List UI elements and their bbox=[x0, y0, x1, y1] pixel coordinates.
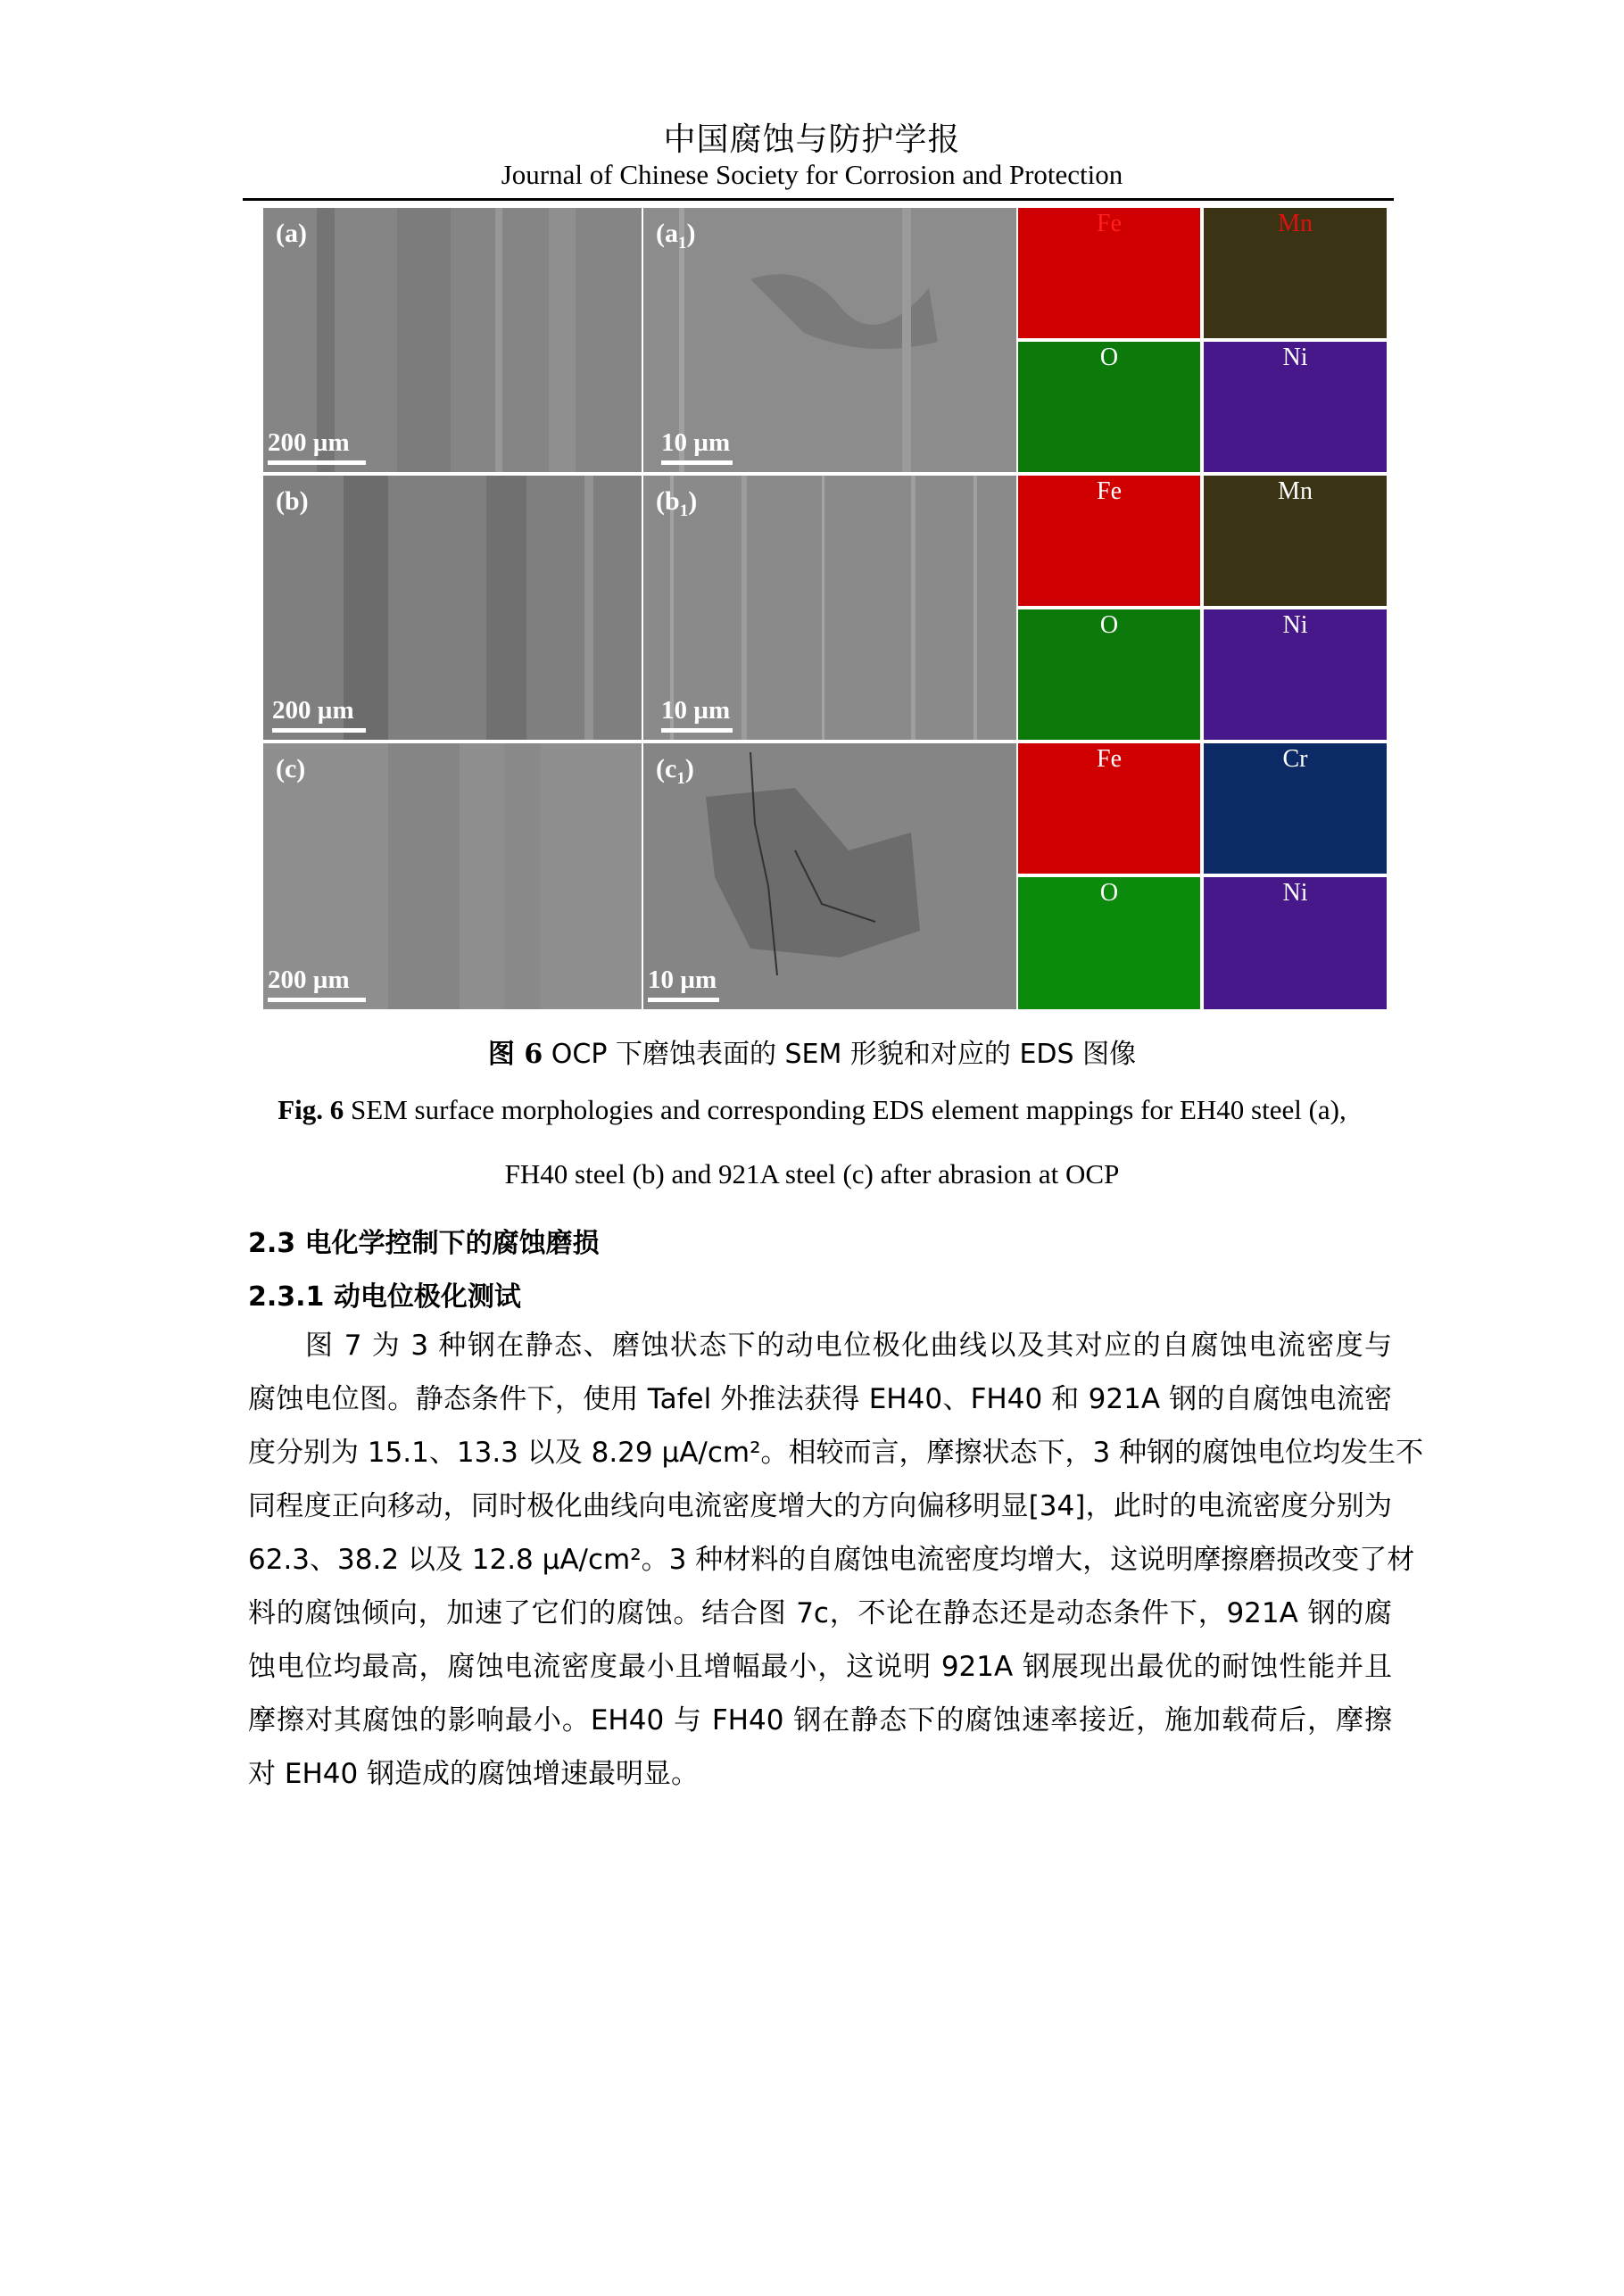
paragraph-line: 腐蚀电位图。静态条件下，使用 Tafel 外推法获得 EH40、FH40 和 921A 钢的自腐蚀电流密 bbox=[248, 1383, 1392, 1415]
sem-panel-a bbox=[263, 208, 642, 472]
panel-label-b: (b) bbox=[276, 486, 309, 516]
scale-bar-b: 200 µm bbox=[272, 696, 366, 733]
paragraph-line: 蚀电位均最高，腐蚀电流密度最小且增幅最小，这说明 921A 钢展现出最优的耐蚀性能并且 bbox=[248, 1651, 1392, 1683]
panel-label-a1: $(a_1)$ bbox=[656, 219, 696, 253]
paragraph-line: 62.3、38.2 以及 12.8 µA/cm²。3 种材料的自腐蚀电流密度均增大，这说明摩擦磨损改变了材 bbox=[248, 1544, 1415, 1576]
journal-title-cn: 中国腐蚀与防护学报 bbox=[663, 121, 961, 158]
eds-fe-b: Fe bbox=[1018, 476, 1200, 606]
eds-o-b: O bbox=[1018, 609, 1200, 740]
panel-label-c1: $(c_1)$ bbox=[656, 754, 694, 788]
eds-fe-c: Fe bbox=[1018, 743, 1200, 874]
figure-6 bbox=[263, 208, 1387, 1009]
paragraph-line: 图 7 为 3 种钢在静态、磨蚀状态下的动电位极化曲线以及其对应的自腐蚀电流密度与 bbox=[305, 1330, 1392, 1362]
paragraph-line: 摩擦对其腐蚀的影响最小。EH40 与 FH40 钢在静态下的腐蚀速率接近，施加载荷后，摩擦 bbox=[248, 1704, 1392, 1737]
paragraph-line: 对 EH40 钢造成的腐蚀增速最明显。 bbox=[248, 1758, 700, 1790]
paragraph-line: 同程度正向移动，同时极化曲线向电流密度增大的方向偏移明显[34]，此时的电流密度分别为 bbox=[248, 1490, 1392, 1522]
sem-panel-c1 bbox=[643, 743, 1016, 1009]
subsection-heading: 2.3.1 动电位极化测试 bbox=[248, 1281, 521, 1313]
sem-panel-b bbox=[263, 476, 642, 740]
figure-caption-cn: 图 6 OCP 下磨蚀表面的 SEM 形貌和对应的 EDS 图像 bbox=[487, 1039, 1137, 1070]
scale-bar-b1: 10 µm bbox=[661, 696, 733, 733]
eds-ni-a: Ni bbox=[1204, 342, 1387, 472]
body-paragraph bbox=[248, 1319, 1424, 1801]
scale-bar-c: 200 µm bbox=[268, 966, 366, 1002]
scale-bar-a1: 10 µm bbox=[661, 428, 733, 465]
section-heading: 2.3 电化学控制下的腐蚀磨损 bbox=[248, 1228, 600, 1259]
sem-panel-a1 bbox=[643, 208, 1016, 472]
panel-label-b1: $(b_1)$ bbox=[656, 486, 698, 520]
journal-title-en: Journal of Chinese Society for Corrosion and Protection bbox=[501, 159, 1123, 190]
sem-panel-b1 bbox=[643, 476, 1016, 740]
figure-caption-en-line2: FH40 steel (b) and 921A steel (c) after abrasion at OCP bbox=[504, 1158, 1120, 1189]
eds-ni-c: Ni bbox=[1204, 877, 1387, 1009]
panel-label-a: (a) bbox=[276, 219, 307, 248]
eds-ni-b: Ni bbox=[1204, 609, 1387, 740]
eds-fe-a: Fe bbox=[1018, 208, 1200, 338]
scale-bar-a: 200 µm bbox=[268, 428, 366, 465]
paragraph-line: 度分别为 15.1、13.3 以及 8.29 µA/cm²。相较而言，摩擦状态下，3 种钢的腐蚀电位均发生不 bbox=[248, 1437, 1424, 1469]
header-rule bbox=[243, 198, 1394, 201]
scale-bar-c1: 10 µm bbox=[648, 966, 719, 1002]
eds-o-c: O bbox=[1018, 877, 1200, 1009]
eds-mn-a: Mn bbox=[1204, 208, 1387, 338]
panel-label-c: (c) bbox=[276, 754, 306, 783]
eds-mn-b: Mn bbox=[1204, 476, 1387, 606]
eds-o-a: O bbox=[1018, 342, 1200, 472]
sem-panel-c bbox=[263, 743, 642, 1009]
figure-caption-en-line1: Fig. 6 SEM surface morphologies and corresponding EDS element mappings for EH40 steel (a), bbox=[278, 1094, 1346, 1125]
eds-cr-c: Cr bbox=[1204, 743, 1387, 874]
paragraph-line: 料的腐蚀倾向，加速了它们的腐蚀。结合图 7c，不论在静态还是动态条件下，921A 钢的腐 bbox=[248, 1597, 1392, 1629]
